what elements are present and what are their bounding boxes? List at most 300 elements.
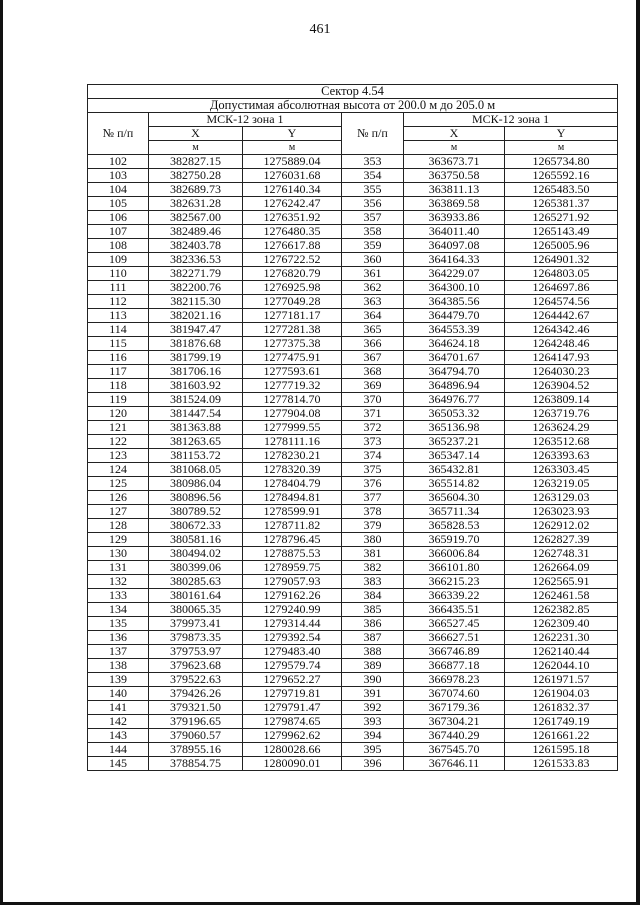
cell-x-right: 365919.70	[404, 533, 505, 547]
cell-x-right: 367074.60	[404, 687, 505, 701]
cell-x-right: 366978.23	[404, 673, 505, 687]
cell-num-left: 110	[88, 267, 149, 281]
header-unit-x-left: м	[149, 141, 243, 155]
cell-y-right: 1262748.31	[505, 547, 618, 561]
cell-y-left: 1276351.92	[243, 211, 342, 225]
cell-x-left: 379753.97	[149, 645, 243, 659]
cell-x-left: 382200.76	[149, 281, 243, 295]
table-row	[88, 477, 618, 491]
table-row	[88, 547, 618, 561]
cell-x-right: 364624.18	[404, 337, 505, 351]
table-body	[88, 155, 618, 771]
cell-x-right: 367646.11	[404, 757, 505, 771]
cell-y-left: 1278404.79	[243, 477, 342, 491]
cell-y-right: 1264901.32	[505, 253, 618, 267]
table-row	[88, 519, 618, 533]
cell-num-left: 103	[88, 169, 149, 183]
cell-num-left: 135	[88, 617, 149, 631]
cell-num-right: 377	[342, 491, 404, 505]
cell-x-right: 367304.21	[404, 715, 505, 729]
table-row	[88, 449, 618, 463]
cell-num-right: 355	[342, 183, 404, 197]
cell-x-right: 365514.82	[404, 477, 505, 491]
cell-y-right: 1261533.83	[505, 757, 618, 771]
cell-y-left: 1276242.47	[243, 197, 342, 211]
cell-y-right: 1263129.03	[505, 491, 618, 505]
cell-num-left: 116	[88, 351, 149, 365]
cell-y-right: 1263904.52	[505, 379, 618, 393]
cell-x-left: 381876.68	[149, 337, 243, 351]
cell-x-left: 380986.04	[149, 477, 243, 491]
cell-y-right: 1261749.19	[505, 715, 618, 729]
cell-x-left: 380494.02	[149, 547, 243, 561]
cell-x-right: 365053.32	[404, 407, 505, 421]
table-row	[88, 435, 618, 449]
cell-x-left: 378955.16	[149, 743, 243, 757]
cell-num-left: 143	[88, 729, 149, 743]
header-num-right: № п/п	[342, 113, 404, 155]
cell-num-right: 387	[342, 631, 404, 645]
cell-x-right: 364385.56	[404, 295, 505, 309]
cell-num-right: 371	[342, 407, 404, 421]
cell-num-right: 375	[342, 463, 404, 477]
cell-x-right: 366877.18	[404, 659, 505, 673]
cell-x-left: 379623.68	[149, 659, 243, 673]
cell-x-left: 382489.46	[149, 225, 243, 239]
header-y-right: Y	[505, 127, 618, 141]
cell-y-right: 1262565.91	[505, 575, 618, 589]
scan-edge-right	[636, 0, 640, 905]
cell-y-right: 1262912.02	[505, 519, 618, 533]
cell-y-left: 1278111.16	[243, 435, 342, 449]
table-row	[88, 589, 618, 603]
cell-num-right: 384	[342, 589, 404, 603]
cell-y-right: 1264030.23	[505, 365, 618, 379]
table-row	[88, 183, 618, 197]
cell-y-right: 1264697.86	[505, 281, 618, 295]
cell-num-left: 102	[88, 155, 149, 169]
cell-num-left: 121	[88, 421, 149, 435]
cell-y-right: 1263393.63	[505, 449, 618, 463]
table-title: Сектор 4.54	[88, 85, 618, 99]
cell-y-right: 1263219.05	[505, 477, 618, 491]
cell-x-left: 382750.28	[149, 169, 243, 183]
table-row	[88, 407, 618, 421]
cell-y-right: 1262827.39	[505, 533, 618, 547]
table-row	[88, 603, 618, 617]
cell-num-left: 113	[88, 309, 149, 323]
cell-y-left: 1278875.53	[243, 547, 342, 561]
cell-y-right: 1264147.93	[505, 351, 618, 365]
cell-num-right: 380	[342, 533, 404, 547]
cell-num-left: 130	[88, 547, 149, 561]
cell-y-left: 1279057.93	[243, 575, 342, 589]
cell-y-left: 1278711.82	[243, 519, 342, 533]
table-row	[88, 225, 618, 239]
cell-y-left: 1276617.88	[243, 239, 342, 253]
cell-num-left: 138	[88, 659, 149, 673]
cell-num-right: 394	[342, 729, 404, 743]
table-row	[88, 533, 618, 547]
cell-num-left: 126	[88, 491, 149, 505]
cell-y-right: 1262309.40	[505, 617, 618, 631]
cell-y-left: 1277999.55	[243, 421, 342, 435]
header-zone-right: МСК-12 зона 1	[404, 113, 618, 127]
cell-num-left: 107	[88, 225, 149, 239]
cell-y-left: 1277049.28	[243, 295, 342, 309]
cell-num-right: 373	[342, 435, 404, 449]
cell-x-left: 381947.47	[149, 323, 243, 337]
cell-num-left: 145	[88, 757, 149, 771]
cell-y-left: 1279483.40	[243, 645, 342, 659]
table-row	[88, 631, 618, 645]
table-row	[88, 701, 618, 715]
cell-num-left: 139	[88, 673, 149, 687]
cell-num-left: 131	[88, 561, 149, 575]
table-row	[88, 393, 618, 407]
cell-num-right: 396	[342, 757, 404, 771]
cell-x-left: 380896.56	[149, 491, 243, 505]
cell-y-right: 1262140.44	[505, 645, 618, 659]
cell-y-right: 1265381.37	[505, 197, 618, 211]
table-row	[88, 617, 618, 631]
cell-x-left: 380285.63	[149, 575, 243, 589]
cell-x-right: 366215.23	[404, 575, 505, 589]
cell-num-right: 376	[342, 477, 404, 491]
cell-x-left: 380581.16	[149, 533, 243, 547]
cell-y-left: 1278320.39	[243, 463, 342, 477]
cell-num-left: 106	[88, 211, 149, 225]
table-row	[88, 239, 618, 253]
cell-y-right: 1263303.45	[505, 463, 618, 477]
cell-x-left: 382827.15	[149, 155, 243, 169]
cell-num-left: 144	[88, 743, 149, 757]
cell-y-left: 1279962.62	[243, 729, 342, 743]
cell-x-right: 367440.29	[404, 729, 505, 743]
cell-x-left: 381068.05	[149, 463, 243, 477]
cell-x-right: 363933.86	[404, 211, 505, 225]
cell-num-left: 119	[88, 393, 149, 407]
table-row	[88, 379, 618, 393]
cell-x-left: 381153.72	[149, 449, 243, 463]
cell-y-right: 1263023.93	[505, 505, 618, 519]
cell-y-left: 1276031.68	[243, 169, 342, 183]
cell-y-left: 1277181.17	[243, 309, 342, 323]
cell-y-left: 1276820.79	[243, 267, 342, 281]
cell-x-right: 366435.51	[404, 603, 505, 617]
cell-x-left: 379196.65	[149, 715, 243, 729]
page-number: 461	[309, 22, 331, 37]
cell-num-left: 118	[88, 379, 149, 393]
cell-y-right: 1261595.18	[505, 743, 618, 757]
cell-y-left: 1277719.32	[243, 379, 342, 393]
table-row	[88, 757, 618, 771]
table-subtitle: Допустимая абсолютная высота от 200.0 м до 205.0 м	[88, 99, 618, 113]
header-unit-y-right: м	[505, 141, 618, 155]
table-row	[88, 309, 618, 323]
cell-num-left: 122	[88, 435, 149, 449]
cell-num-right: 370	[342, 393, 404, 407]
cell-x-right: 366101.80	[404, 561, 505, 575]
cell-y-left: 1278959.75	[243, 561, 342, 575]
cell-num-left: 111	[88, 281, 149, 295]
cell-y-right: 1263809.14	[505, 393, 618, 407]
cell-x-right: 366627.51	[404, 631, 505, 645]
cell-x-right: 364479.70	[404, 309, 505, 323]
cell-x-left: 379973.41	[149, 617, 243, 631]
cell-y-right: 1265005.96	[505, 239, 618, 253]
cell-y-right: 1261661.22	[505, 729, 618, 743]
cell-x-left: 379321.50	[149, 701, 243, 715]
cell-x-right: 365604.30	[404, 491, 505, 505]
cell-num-right: 389	[342, 659, 404, 673]
cell-num-right: 378	[342, 505, 404, 519]
cell-y-right: 1263512.68	[505, 435, 618, 449]
cell-num-left: 104	[88, 183, 149, 197]
cell-x-right: 363750.58	[404, 169, 505, 183]
cell-y-left: 1277475.91	[243, 351, 342, 365]
table-row	[88, 505, 618, 519]
cell-y-left: 1277375.38	[243, 337, 342, 351]
cell-num-right: 379	[342, 519, 404, 533]
table-row	[88, 337, 618, 351]
cell-x-left: 382689.73	[149, 183, 243, 197]
cell-y-right: 1263624.29	[505, 421, 618, 435]
cell-x-right: 364164.33	[404, 253, 505, 267]
cell-x-right: 365432.81	[404, 463, 505, 477]
cell-num-left: 128	[88, 519, 149, 533]
cell-x-right: 366746.89	[404, 645, 505, 659]
cell-num-left: 140	[88, 687, 149, 701]
cell-x-left: 379522.63	[149, 673, 243, 687]
cell-num-left: 120	[88, 407, 149, 421]
cell-x-right: 364794.70	[404, 365, 505, 379]
cell-y-left: 1279162.26	[243, 589, 342, 603]
cell-x-right: 364300.10	[404, 281, 505, 295]
cell-num-right: 391	[342, 687, 404, 701]
cell-y-right: 1264803.05	[505, 267, 618, 281]
cell-x-left: 382271.79	[149, 267, 243, 281]
cell-y-left: 1276480.35	[243, 225, 342, 239]
cell-num-left: 108	[88, 239, 149, 253]
cell-y-right: 1264342.46	[505, 323, 618, 337]
cell-y-right: 1264574.56	[505, 295, 618, 309]
cell-y-right: 1262664.09	[505, 561, 618, 575]
table-row	[88, 295, 618, 309]
cell-x-left: 381706.16	[149, 365, 243, 379]
header-y-left: Y	[243, 127, 342, 141]
cell-num-left: 114	[88, 323, 149, 337]
cell-x-right: 366006.84	[404, 547, 505, 561]
cell-x-right: 363869.58	[404, 197, 505, 211]
table-row	[88, 211, 618, 225]
cell-x-right: 365136.98	[404, 421, 505, 435]
cell-y-left: 1275889.04	[243, 155, 342, 169]
cell-num-left: 129	[88, 533, 149, 547]
table-row	[88, 253, 618, 267]
cell-y-left: 1279240.99	[243, 603, 342, 617]
cell-x-left: 380065.35	[149, 603, 243, 617]
cell-x-left: 380399.06	[149, 561, 243, 575]
cell-num-left: 133	[88, 589, 149, 603]
cell-x-left: 380161.64	[149, 589, 243, 603]
cell-num-right: 367	[342, 351, 404, 365]
cell-y-right: 1261832.37	[505, 701, 618, 715]
cell-x-right: 366339.22	[404, 589, 505, 603]
table-row	[88, 729, 618, 743]
cell-num-left: 124	[88, 463, 149, 477]
header-unit-y-left: м	[243, 141, 342, 155]
table-row	[88, 491, 618, 505]
table-row	[88, 645, 618, 659]
cell-x-right: 364011.40	[404, 225, 505, 239]
cell-y-right: 1261971.57	[505, 673, 618, 687]
cell-y-right: 1262044.10	[505, 659, 618, 673]
cell-num-right: 381	[342, 547, 404, 561]
coordinates-table	[87, 84, 618, 771]
cell-num-right: 363	[342, 295, 404, 309]
cell-num-right: 374	[342, 449, 404, 463]
cell-num-right: 361	[342, 267, 404, 281]
cell-num-left: 136	[88, 631, 149, 645]
cell-y-left: 1277814.70	[243, 393, 342, 407]
cell-num-right: 354	[342, 169, 404, 183]
header-unit-x-right: м	[404, 141, 505, 155]
cell-y-right: 1264442.67	[505, 309, 618, 323]
cell-num-left: 115	[88, 337, 149, 351]
cell-x-right: 365237.21	[404, 435, 505, 449]
table-row	[88, 743, 618, 757]
table-row	[88, 687, 618, 701]
cell-num-right: 382	[342, 561, 404, 575]
cell-y-left: 1276722.52	[243, 253, 342, 267]
cell-y-left: 1279719.81	[243, 687, 342, 701]
table-row	[88, 351, 618, 365]
cell-y-right: 1265143.49	[505, 225, 618, 239]
table-row	[88, 197, 618, 211]
cell-x-left: 382336.53	[149, 253, 243, 267]
cell-y-right: 1265271.92	[505, 211, 618, 225]
cell-x-left: 381447.54	[149, 407, 243, 421]
cell-num-right: 357	[342, 211, 404, 225]
cell-x-right: 366527.45	[404, 617, 505, 631]
cell-num-right: 368	[342, 365, 404, 379]
cell-x-left: 382567.00	[149, 211, 243, 225]
table-row	[88, 169, 618, 183]
table-row	[88, 155, 618, 169]
cell-num-left: 141	[88, 701, 149, 715]
cell-y-left: 1279874.65	[243, 715, 342, 729]
cell-y-right: 1262461.58	[505, 589, 618, 603]
header-zone-left: МСК-12 зона 1	[149, 113, 342, 127]
cell-y-left: 1278230.21	[243, 449, 342, 463]
cell-x-right: 364553.39	[404, 323, 505, 337]
cell-x-right: 364701.67	[404, 351, 505, 365]
cell-num-left: 127	[88, 505, 149, 519]
table-row	[88, 365, 618, 379]
cell-y-right: 1263719.76	[505, 407, 618, 421]
cell-num-right: 366	[342, 337, 404, 351]
cell-y-right: 1262382.85	[505, 603, 618, 617]
cell-num-right: 390	[342, 673, 404, 687]
cell-num-right: 369	[342, 379, 404, 393]
cell-x-left: 382631.28	[149, 197, 243, 211]
cell-num-left: 112	[88, 295, 149, 309]
cell-num-right: 372	[342, 421, 404, 435]
table-row	[88, 463, 618, 477]
cell-y-right: 1265734.80	[505, 155, 618, 169]
cell-y-left: 1276925.98	[243, 281, 342, 295]
cell-x-left: 381603.92	[149, 379, 243, 393]
cell-num-right: 383	[342, 575, 404, 589]
cell-y-left: 1280028.66	[243, 743, 342, 757]
table-row	[88, 575, 618, 589]
cell-num-left: 117	[88, 365, 149, 379]
cell-x-left: 381263.65	[149, 435, 243, 449]
cell-x-right: 364229.07	[404, 267, 505, 281]
cell-num-right: 393	[342, 715, 404, 729]
cell-y-right: 1264248.46	[505, 337, 618, 351]
cell-num-left: 109	[88, 253, 149, 267]
cell-num-right: 359	[342, 239, 404, 253]
cell-x-left: 381524.09	[149, 393, 243, 407]
table-row	[88, 673, 618, 687]
cell-x-right: 363673.71	[404, 155, 505, 169]
cell-x-left: 382021.16	[149, 309, 243, 323]
cell-x-right: 365828.53	[404, 519, 505, 533]
cell-y-left: 1278796.45	[243, 533, 342, 547]
cell-x-right: 367545.70	[404, 743, 505, 757]
cell-y-left: 1278599.91	[243, 505, 342, 519]
cell-x-right: 364976.77	[404, 393, 505, 407]
cell-y-left: 1277593.61	[243, 365, 342, 379]
cell-num-right: 385	[342, 603, 404, 617]
table-row	[88, 323, 618, 337]
header-x-left: X	[149, 127, 243, 141]
cell-x-left: 379060.57	[149, 729, 243, 743]
cell-num-right: 353	[342, 155, 404, 169]
cell-num-left: 132	[88, 575, 149, 589]
cell-y-right: 1265592.16	[505, 169, 618, 183]
cell-x-right: 363811.13	[404, 183, 505, 197]
cell-x-right: 365711.34	[404, 505, 505, 519]
cell-num-left: 142	[88, 715, 149, 729]
cell-y-left: 1276140.34	[243, 183, 342, 197]
cell-y-left: 1278494.81	[243, 491, 342, 505]
cell-num-right: 356	[342, 197, 404, 211]
cell-num-left: 134	[88, 603, 149, 617]
cell-x-left: 380672.33	[149, 519, 243, 533]
cell-y-right: 1265483.50	[505, 183, 618, 197]
table-row	[88, 281, 618, 295]
cell-x-left: 381799.19	[149, 351, 243, 365]
cell-y-right: 1262231.30	[505, 631, 618, 645]
cell-x-left: 379426.26	[149, 687, 243, 701]
cell-y-left: 1279314.44	[243, 617, 342, 631]
cell-num-left: 105	[88, 197, 149, 211]
cell-y-right: 1261904.03	[505, 687, 618, 701]
cell-y-left: 1279579.74	[243, 659, 342, 673]
header-num-left: № п/п	[88, 113, 149, 155]
cell-x-right: 364097.08	[404, 239, 505, 253]
cell-y-left: 1280090.01	[243, 757, 342, 771]
cell-y-left: 1279392.54	[243, 631, 342, 645]
cell-num-right: 365	[342, 323, 404, 337]
table-row	[88, 267, 618, 281]
cell-num-right: 360	[342, 253, 404, 267]
cell-num-right: 362	[342, 281, 404, 295]
table-row	[88, 561, 618, 575]
